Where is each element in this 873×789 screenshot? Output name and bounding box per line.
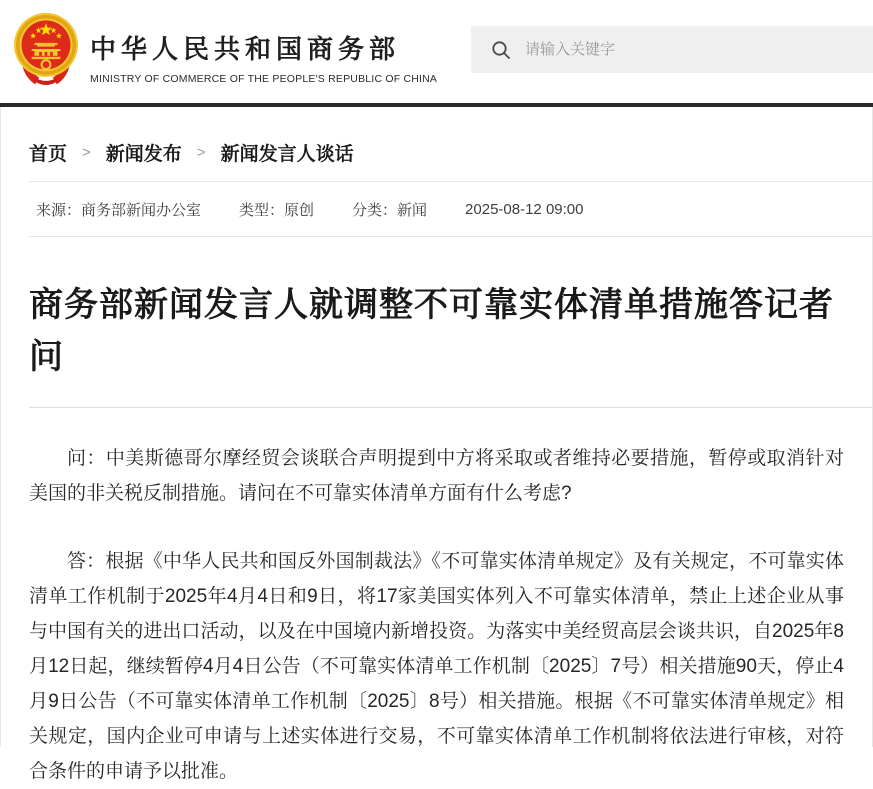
breadcrumb-separator-icon: > (82, 144, 91, 161)
article-meta (1, 182, 872, 236)
article-paragraph-answer: 答：根据《中华人民共和国反外国制裁法》《不可靠实体清单规定》及有关规定，不可靠实体清单工作机制于2025年4月4日和9日，将17家美国实体列入不可靠实体清单，禁止上述企业从事与中国有关的进出口活动，以及在中国境内新增投资。为落实中美经贸高层会谈共识，自2025年8月12日起，继续暂停4月4日公告（不可靠实体清单工作机制〔2025〕7号）相关措施90天，停止4月9日公告（不可靠实体清单工作机制〔2025〕8号）相关措施。根据《不可靠实体清单规定》相关规定，国内企业可申请与上述实体进行交易，不可靠实体清单工作机制将依法进行审核，对符合条件的申请予以批准。 (29, 551, 844, 782)
divider-below-title (29, 407, 872, 408)
breadcrumb-spokesperson-remarks[interactable]: 新闻发言人谈话 (220, 144, 354, 165)
meta-source: 来源：商务部新闻办公室 (36, 202, 202, 219)
site-title-zh: 中华人民共和国商务部 (90, 34, 401, 64)
national-emblem-icon (12, 8, 80, 94)
content-area (0, 107, 873, 782)
site-header (0, 0, 873, 103)
article-body (29, 441, 844, 789)
article-paragraph-question: 问：中美斯德哥尔摩经贸会谈联合声明提到中方将采取或者维持必要措施，暂停或取消针对美国的非关税反制措施。请问在不可靠实体清单方面有什么考虑? (29, 448, 844, 504)
breadcrumb (1, 107, 872, 181)
site-title-en: MINISTRY OF COMMERCE OF THE PEOPLE'S REPUBLIC OF CHINA (90, 73, 438, 85)
search-input[interactable] (525, 41, 873, 58)
national-emblem-logo[interactable] (12, 8, 80, 94)
search-icon[interactable] (491, 40, 511, 60)
breadcrumb-home[interactable]: 首页 (29, 144, 68, 165)
site-title-block (90, 29, 437, 85)
breadcrumb-separator-icon: > (196, 144, 206, 161)
breadcrumb-news[interactable]: 新闻发布 (105, 144, 182, 165)
meta-datetime: 2025-08-12 09:00 (465, 201, 584, 218)
search-box (471, 26, 873, 73)
divider-below-meta (29, 236, 872, 237)
article-title: 商务部新闻发言人就调整不可靠实体清单措施答记者问 (29, 286, 834, 376)
meta-type: 类型：原创 (239, 202, 315, 219)
meta-category: 分类：新闻 (352, 202, 428, 219)
